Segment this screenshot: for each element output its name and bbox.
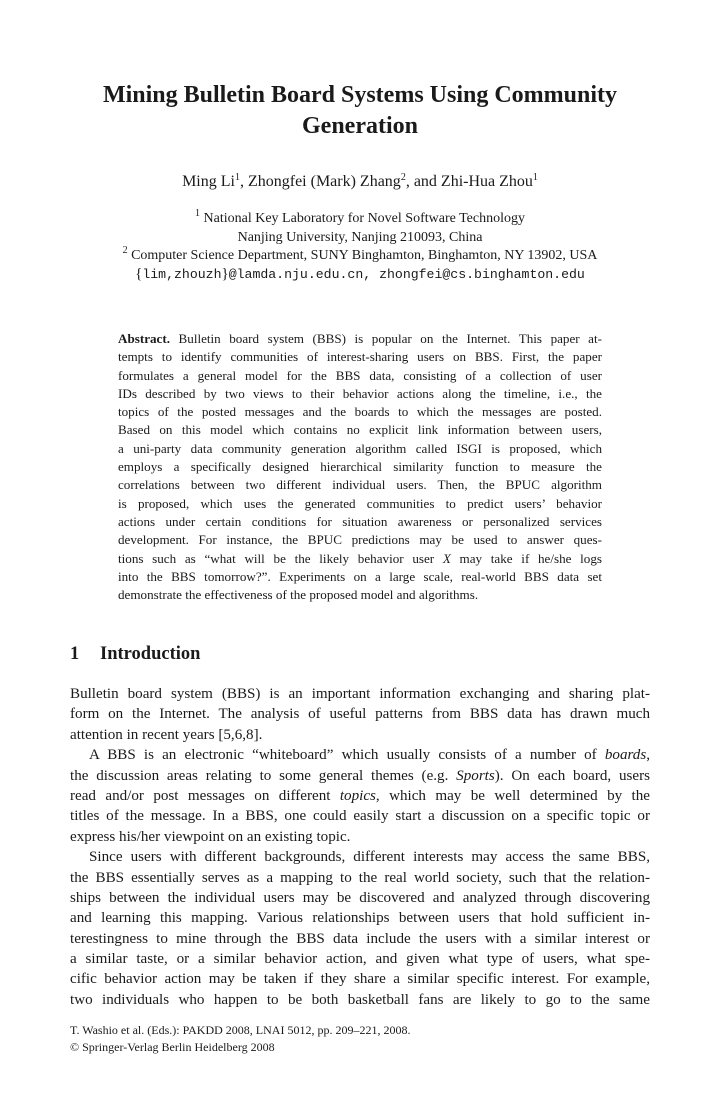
email-brace: { — [135, 266, 143, 282]
affiliation-1 — [0, 208, 720, 227]
citation-line: T. Washio et al. (Eds.): PAKDD 2008, LNAI 5012, pp. 209–221, 2008. — [70, 1023, 411, 1037]
abstract-line: topics of the posted messages and the boards to which the messages are posted. — [118, 404, 602, 420]
author-name: Ming Li — [182, 173, 235, 190]
paper-title — [70, 80, 650, 142]
abstract-line: a uni-party data community generation algorithm called ISGI is proposed, which — [118, 440, 602, 456]
body-line: Bulletin board system (BBS) is an important information exchanging and sharing plat- — [70, 686, 650, 702]
body-line — [70, 786, 650, 806]
section-heading — [70, 644, 200, 665]
body-line: form on the Internet. The analysis of useful patterns from BBS data has drawn much — [70, 706, 650, 723]
abstract-line: formulates a general model for the BBS data, consisting of a collection of user — [118, 367, 602, 383]
abstract-line — [118, 330, 602, 348]
author-affiliation-mark: 1 — [234, 172, 240, 183]
abstract-label: Abstract. — [118, 331, 170, 346]
body-line — [70, 766, 650, 786]
author-affiliation-mark: 1 — [532, 172, 538, 183]
emphasis-term: topics — [339, 787, 376, 804]
abstract-text: may take if he/she logs — [450, 550, 602, 566]
abstract-line: demonstrate the effectiveness of the proposed model and algorithms. — [118, 587, 479, 603]
body-line: cific behavior action may be taken if they share a similar specific interest. For example, — [70, 971, 650, 988]
body-line: terestingness to mine through the BBS data include the users with a similar interest or — [70, 930, 650, 947]
email-users: lim,zhouzh — [142, 267, 222, 282]
introduction-body — [70, 684, 650, 1010]
title-line: Generation — [302, 113, 418, 139]
email-domain: @lamda.nju.edu.cn, — [228, 267, 372, 282]
abstract-text: tions such as “what will be the likely behavior user — [118, 550, 443, 566]
abstract-line: actions under certain conditions for situation awareness or personalized services — [118, 513, 602, 529]
copyright-text: Springer-Verlag Berlin Heidelberg 2008 — [79, 1040, 275, 1054]
abstract-line: development. For instance, the BPUC predictions may be used to answer ques- — [118, 532, 602, 548]
affiliation-mark: 2 — [122, 245, 128, 256]
emphasis-term: Sports — [456, 767, 495, 784]
author-separator: , — [239, 173, 248, 190]
abstract-line: into the BBS tomorrow?”. Experiments on a large scale, real-world BBS data set — [118, 568, 602, 584]
body-text: , — [646, 747, 650, 764]
body-text: read and/or post messages on different — [70, 787, 340, 804]
title-line: Mining Bulletin Board Systems Using Community — [102, 82, 618, 108]
page-footer — [70, 1022, 410, 1056]
body-line: a similar taste, or a similar behavior action, and given what type of users, what spe- — [70, 951, 650, 968]
body-line: the BBS essentially serves as a mapping to the real world society, such that the relation- — [70, 869, 650, 886]
affiliation-text: Computer Science Department, SUNY Binghamton, Binghamton, NY 13902, USA — [127, 248, 598, 263]
abstract — [118, 330, 602, 604]
abstract-line: is proposed, which uses the generated communities to predict users’ behavior — [118, 495, 602, 511]
affiliation-text: National Key Laboratory for Novel Software Technology — [200, 211, 525, 226]
author-affiliation-mark: 2 — [400, 172, 406, 183]
abstract-line: employs a specifically designed hierarchical similarity function to measure the — [118, 459, 602, 475]
body-line: attention in recent years [5,6,8]. — [70, 726, 263, 743]
email-address: zhongfei@cs.binghamton.edu — [379, 267, 585, 282]
body-line — [70, 745, 650, 765]
author-separator: , and — [405, 173, 441, 190]
author-emails — [0, 266, 720, 283]
email-brace: } — [221, 266, 229, 282]
body-line: two individuals who happen to be both basketball fans are likely to go to the same — [70, 991, 650, 1008]
abstract-line: tempts to identify communities of interest-sharing users on BBS. First, the paper — [118, 349, 602, 365]
body-line: Since users with different backgrounds, different interests may access the same BBS, — [89, 849, 650, 866]
affiliation-2 — [0, 245, 720, 264]
emphasis-term: boards — [604, 747, 647, 764]
body-line: titles of the message. In a BBS, one could easily start a discussion on a specific topic or — [70, 808, 650, 825]
author-list — [0, 173, 720, 191]
abstract-line: IDs described by two views to their behavior actions along the timeline, i.e., the — [118, 385, 602, 401]
body-text: A BBS is an electronic “whiteboard” which usually consists of a number of — [89, 747, 605, 764]
section-title: Introduction — [100, 644, 201, 664]
author-name: Zhongfei (Mark) Zhang — [247, 173, 401, 190]
body-text: , which may be well determined by the — [375, 787, 650, 804]
body-line: express his/her viewpoint on an existing topic. — [70, 828, 351, 845]
body-text: the discussion areas relating to some general themes (e.g. — [70, 767, 457, 784]
affiliation-mark: 1 — [195, 208, 201, 219]
body-line: ships between the individual users may be discovered and analyzed through discovering — [70, 889, 650, 906]
author-name: Zhi-Hua Zhou — [440, 173, 533, 190]
copyright-symbol: © — [70, 1040, 80, 1054]
affiliation-1-address: Nanjing University, Nanjing 210093, China — [237, 230, 483, 245]
copyright-line — [70, 1039, 410, 1056]
abstract-line: Based on this model which contains no explicit link information between users, — [118, 422, 602, 438]
math-variable: X — [442, 550, 451, 566]
abstract-text: Bulletin board system (BBS) is popular on the Internet. This paper at- — [170, 331, 602, 346]
body-text: ). On each board, users — [494, 767, 650, 784]
section-number: 1 — [70, 644, 80, 664]
body-line: and learning this mapping. Various relationships between users that hold sufficient in- — [70, 910, 650, 927]
abstract-line: correlations between two different individual users. Then, the BPUC algorithm — [118, 477, 602, 493]
abstract-line — [118, 550, 602, 568]
